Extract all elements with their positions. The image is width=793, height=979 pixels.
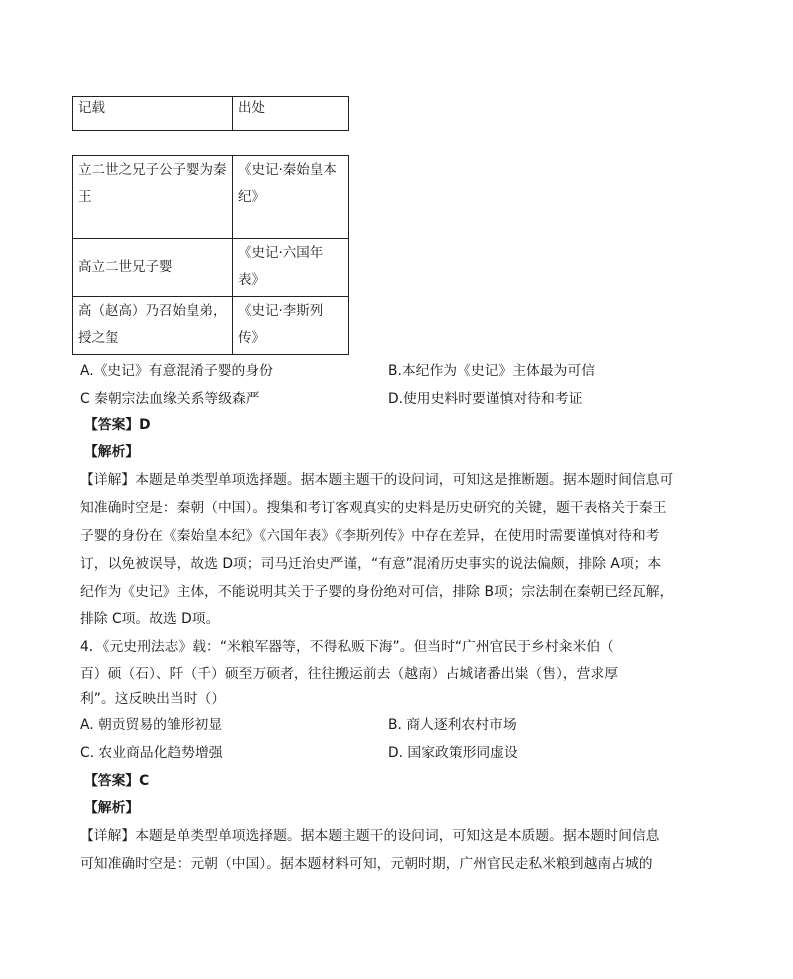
q4-detail-line: 【详解】本题是单类型单项选择题。据本题主题干的设问词，可知这是本质题。据本题时间信息 bbox=[80, 828, 660, 844]
q4-stem-line: 4．《元史刑法志》载：“米粮军器等，不得私贩下海”。但当时“广州官民于乡村籴米伯（ bbox=[80, 639, 614, 655]
table-row bbox=[73, 97, 349, 131]
q3-detail-line: 纪作为《史记》主体，不能说明其关于子婴的身份绝对可信，排除 B项；宗法制在秦朝已经瓦解， bbox=[80, 584, 674, 600]
q4-option-c: C. 农业商品化趋势增强 bbox=[80, 745, 223, 761]
q4-option-a: A. 朝贡贸易的雏形初显 bbox=[80, 717, 223, 733]
source-cell: 《史记·秦始皇本纪》 bbox=[233, 156, 349, 239]
header-table bbox=[72, 96, 349, 131]
table-row bbox=[73, 156, 349, 239]
q4-option-b: B. 商人逐利农村市场 bbox=[388, 717, 517, 733]
q3-option-a: A.《史记》有意混淆子婴的身份 bbox=[80, 363, 273, 379]
record-cell: 高立二世兄子婴 bbox=[73, 239, 233, 297]
q4-detail-line: 可知准确时空是：元朝（中国）。据本题材料可知，元朝时期，广州官民走私米粮到越南占城的 bbox=[80, 856, 653, 872]
source-table bbox=[72, 155, 349, 355]
table-row bbox=[73, 297, 349, 355]
q3-detail-line: 排除 C项。故选 D项。 bbox=[80, 611, 220, 627]
q3-answer: 【答案】D bbox=[84, 417, 151, 433]
q4-answer: 【答案】C bbox=[84, 773, 150, 789]
q3-detail-line: 订，以免被误导，故选 D项；司马迁治史严谨，“有意”混淆历史事实的说法偏颇，排除 A项；本 bbox=[80, 556, 662, 572]
q3-detail-line: 子婴的身份在《秦始皇本纪》《六国年表》《李斯列传》中存在差异，在使用时需要谨慎对待和考 bbox=[80, 528, 660, 544]
q3-option-c: C 秦朝宗法血缘关系等级森严 bbox=[80, 391, 260, 407]
record-cell: 高（赵高）乃召始皇弟，授之玺 bbox=[73, 297, 233, 355]
q4-stem-line: 百）硕（石）、阡（千）硕至万硕者，往往搬运前去（越南）占城诸番出粜（售），营求厚 bbox=[80, 666, 619, 682]
header-cell-record: 记载 bbox=[73, 97, 233, 131]
source-cell: 《史记·李斯列传》 bbox=[233, 297, 349, 355]
header-cell-source: 出处 bbox=[233, 97, 349, 131]
source-cell: 《史记·六国年表》 bbox=[233, 239, 349, 297]
record-cell: 立二世之兄子公子婴为秦王 bbox=[73, 156, 233, 239]
q4-option-d: D. 国家政策形同虚设 bbox=[388, 745, 518, 761]
table-row bbox=[73, 239, 349, 297]
q3-detail-line: 【详解】本题是单类型单项选择题。据本题主题干的设问词，可知这是推断题。据本题时间信息可 bbox=[80, 472, 674, 488]
q3-option-d: D.使用史料时要谨慎对待和考证 bbox=[388, 391, 583, 407]
q3-detail-line: 知准确时空是：秦朝（中国）。搜集和考订客观真实的史料是历史研究的关键，题干表格关于秦王 bbox=[80, 500, 667, 516]
q4-analysis-label: 【解析】 bbox=[84, 800, 140, 816]
q3-option-b: B.本纪作为《史记》主体最为可信 bbox=[388, 363, 596, 379]
q4-stem-line: 利”。这反映出当时（） bbox=[80, 691, 226, 707]
q3-analysis-label: 【解析】 bbox=[84, 444, 140, 460]
